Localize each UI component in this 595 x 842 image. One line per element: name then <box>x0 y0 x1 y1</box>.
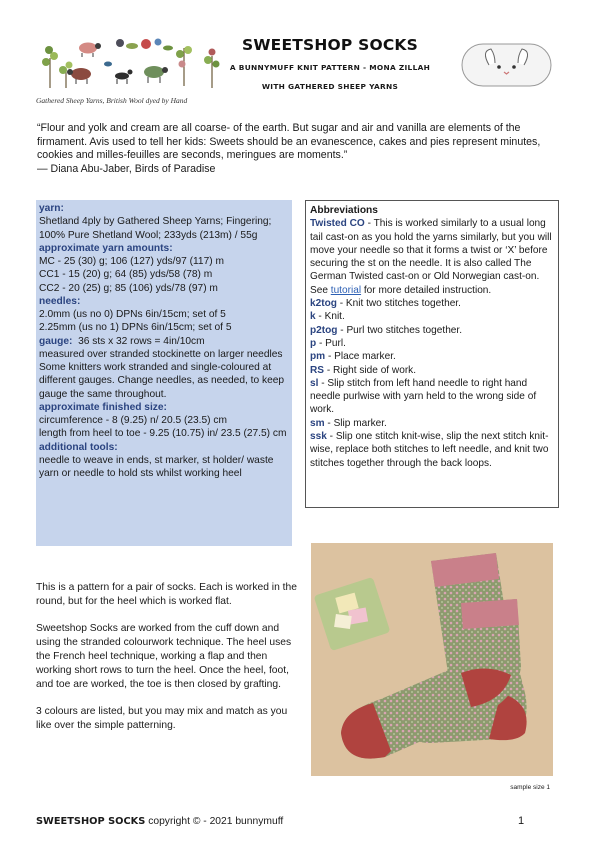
gathered-sheep-logo <box>36 34 236 94</box>
gauge-note: measured over stranded stockinette on larger needles <box>39 348 283 360</box>
abbr-item <box>310 430 554 470</box>
tree-icon <box>176 46 192 86</box>
abbr-item <box>310 417 554 430</box>
abbreviations-box <box>305 200 559 508</box>
abbr-def: - Purl two stitches together. <box>337 324 463 336</box>
tools-list: needle to weave in ends, st marker, st holder/ waste yarn or needle to hold sts whilst working heel <box>39 454 274 479</box>
abbr-twisted-co <box>310 217 554 297</box>
gauge-heading: gauge: <box>39 335 73 347</box>
sheep-icon <box>79 43 101 58</box>
abbr-item <box>310 350 554 363</box>
needle-size-1: 2.0mm (us no 0) DPNs 6in/15cm; set of 5 <box>39 309 226 320</box>
bunny-logo-icon <box>461 43 552 87</box>
abbr-term: Twisted CO <box>310 218 365 230</box>
abbr-item <box>310 297 554 310</box>
pattern-subtitle: A BUNNYMUFF KNIT PATTERN - MONA ZILLAH <box>229 63 431 72</box>
size-length: length from heel to toe - 9.25 (10.75) in/ 23.5 (27.5) cm <box>39 428 287 440</box>
tutorial-link[interactable]: tutorial <box>330 284 362 296</box>
abbr-term: sl <box>310 377 319 389</box>
intro-paragraph-2: Sweetshop Socks are worked from the cuff down and using the stranded colourwork technique. The heel uses the French heel technique, working a flap and then working short rows to turn the heel. Once the heel, foot, and toe are worked, the toe is then closed by grafting. <box>36 623 292 690</box>
abbr-def: - Right side of work. <box>324 364 417 376</box>
abbr-def: - Knit two stitches together. <box>336 298 461 310</box>
abbr-def: - Place marker. <box>325 351 396 363</box>
sheep-icon <box>144 66 168 83</box>
yarn-description: Shetland 4ply by Gathered Sheep Yarns; Fingering; 100% Pure Shetland Wool; 233yds (213m) / 55g <box>39 216 272 241</box>
size-circumference: circumference - 8 (9.25) n/ 20.5 (23.5) cm <box>39 415 227 426</box>
bird-icon <box>104 62 112 67</box>
finished-size-heading: approximate finished size: <box>39 401 167 413</box>
footer-copyright: copyright © - 2021 bunnymuff <box>145 816 284 827</box>
abbr-term: RS <box>310 364 325 376</box>
abbr-term: pm <box>310 351 326 363</box>
abbr-term: ssk <box>310 431 327 443</box>
yarn-subtitle: WITH GATHERED SHEEP YARNS <box>261 82 399 91</box>
abbr-def: - This is worked similarly to a usual long tail cast-on as you hold the yarns similarly, but you will move your needle so that it forms a twist or ‘X’ before securing the st on the needle. It is also called The German Twisted cast-on or Old Norwegian cast-on. See <box>310 218 552 296</box>
materials-box <box>36 200 292 546</box>
page-number: 1 <box>518 815 525 827</box>
abbr-def: - Slip marker. <box>324 417 387 429</box>
needle-size-2: 2.25mm (us no 1) DPNs 6in/15cm; set of 5 <box>39 322 232 334</box>
abbr-def-cont: for more detailed instruction. <box>361 284 492 296</box>
quote-attribution: — Diana Abu-Jaber, Birds of Paradise <box>37 162 216 175</box>
needles-heading: needles: <box>39 295 81 307</box>
logo-caption: Gathered Sheep Yarns, British Wool dyed by Hand <box>36 96 188 105</box>
abbr-term: p <box>310 337 317 349</box>
abbr-item <box>310 310 554 323</box>
abbr-item <box>310 337 554 350</box>
abbr-def: - Slip one stitch knit-wise, slip the next stitch knit-wise, replace both stitches to left needle, and knit two stitches together through the back loops. <box>310 431 549 469</box>
photo-caption: sample size 1 <box>510 784 550 791</box>
quote-text: “Flour and yolk and cream are all coarse- of the earth. But sugar and air and vanilla are elements of the firmament. Avis used to tell her kids: Sweets should be an evanescence, cakes and pies represent minutes, cookies and milles-feuilles are seconds, meringues are moments.” <box>37 122 541 162</box>
intro-paragraph-1: This is a pattern for a pair of socks. Each is worked in the round, but for the heel which is worked flat. <box>36 582 297 607</box>
epigraph-quote <box>37 122 562 176</box>
yarn-heading: yarn: <box>39 203 64 214</box>
title-block <box>215 36 445 91</box>
tree-icon <box>42 46 58 88</box>
abbr-term: p2tog <box>310 324 338 336</box>
yarn-amount-cc2: CC2 - 20 (25) g; 85 (106) yds/78 (97) m <box>39 282 218 294</box>
yarn-amounts-heading: approximate yarn amounts: <box>39 242 173 254</box>
footer-title: SWEETSHOP SOCKS <box>36 816 146 827</box>
abbr-def: - Purl. <box>316 337 346 349</box>
yarn-amount-mc: MC - 25 (30) g; 106 (127) yds/97 (117) m <box>39 256 224 267</box>
gauge-note-2: Some knitters work stranded and single-coloured at different gauges. Change needles, as needed, to keep gauge the same throughout. <box>39 362 285 400</box>
abbr-term: sm <box>310 417 325 429</box>
dog-icon <box>115 70 133 85</box>
abbreviations-title: Abbreviations <box>310 205 378 216</box>
flower-icon <box>141 39 151 49</box>
abbr-item <box>310 377 554 417</box>
abbr-term: k2tog <box>310 298 337 310</box>
tools-heading: additional tools: <box>39 441 118 453</box>
page-title: SWEETSHOP SOCKS <box>242 36 418 54</box>
yarn-ball-icon <box>116 39 124 47</box>
footer <box>36 816 283 827</box>
socks-photo <box>311 543 553 776</box>
intro-paragraph-3: 3 colours are listed, but you may mix and match as you like over the simple patterning. <box>36 706 288 731</box>
gauge-value: 36 sts x 32 rows = 4in/10cm <box>78 335 205 347</box>
leaf-icon <box>163 46 173 51</box>
leaf-icon <box>126 43 138 49</box>
flower-icon <box>155 39 162 46</box>
abbr-def: - Slip stitch from left hand needle to right hand needle purlwise with yarn held to the wrong side of work. <box>310 377 537 416</box>
sheep-icon <box>67 68 91 84</box>
intro-text <box>36 581 298 747</box>
abbr-item <box>310 364 554 377</box>
yarn-amount-cc1: CC1 - 15 (20) g; 64 (85) yds/58 (78) m <box>39 269 213 281</box>
abbr-item <box>310 324 554 337</box>
abbr-term: k <box>310 311 316 323</box>
abbr-def: - Knit. <box>315 311 345 323</box>
